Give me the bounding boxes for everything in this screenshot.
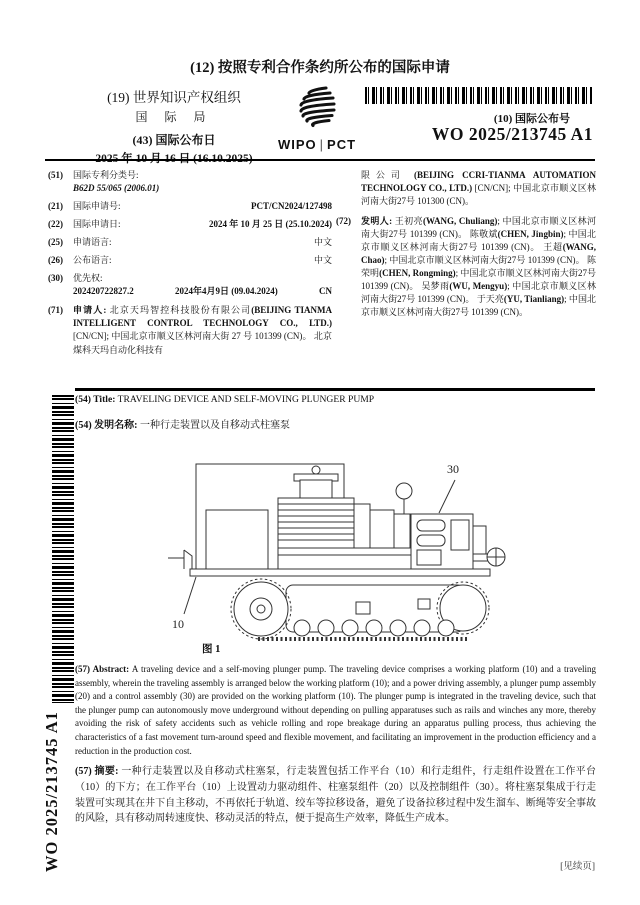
figure-1 xyxy=(166,458,520,660)
abstract-en-label: (57) Abstract: xyxy=(75,664,130,674)
priority-data-line xyxy=(48,285,332,298)
title-english-line xyxy=(75,394,595,405)
wordmark-divider: | xyxy=(319,137,325,152)
header-divider-rule xyxy=(45,159,595,161)
field-ipc-number: (51) xyxy=(48,170,63,180)
field-applicant xyxy=(48,304,332,356)
field-inventors xyxy=(336,215,596,319)
field-publication-language xyxy=(48,254,332,267)
publication-date-label: (43) 国际公布日 xyxy=(132,133,216,147)
field-appno-value: PCT/CN2024/127498 xyxy=(251,201,332,212)
title-zh-label: (54) 发明名称: xyxy=(75,420,138,431)
international-bureau: 国 际 局 xyxy=(135,110,213,124)
field-application-number xyxy=(48,200,332,213)
publication-number-value: WO 2025/213745 A1 xyxy=(431,124,593,144)
wipo-globe-icon xyxy=(288,84,346,130)
figure-label-30: 30 xyxy=(447,462,459,476)
field-publang-number: (26) xyxy=(48,255,63,266)
title-zh-text: 一种行走装置以及自移动式柱塞泵 xyxy=(140,420,290,431)
priority-country: CN xyxy=(319,286,332,297)
inventors-text: 发明人: 王初亮(WANG, Chuliang); 中国北京市顺义区林河南大街27号 101399 (CN)。 陈敬斌(CHEN, Jingbin); 中国北京市顺义区林河南大街27号 101399 (CN)。 王超(WANG, Chao); 中国北京市顺义区林河南大街27号 101399 (CN)。 陈荣明(CHEN, Rongming); 中国北京市顺义区林河南大街27号 101399 (CN)。 吴梦雨(WU, Mengyu); 中国北京市顺义区林河南大街27号 101399 (CN)。 于天亮(YU, Tianliang); 中国北京市顺义区林河南大街27号 101399 (CN)。 xyxy=(361,216,596,318)
publication-date-value xyxy=(60,150,288,166)
field-filingdate-value: 2024 年 10 月 25 日 (25.10.2024) xyxy=(209,219,332,230)
field-ipc-value: B62D 55/065 (2006.01) xyxy=(73,183,160,194)
title-en-label: (54) Title: xyxy=(75,394,116,405)
pct-word: PCT xyxy=(327,137,357,152)
leader-30 xyxy=(439,480,455,513)
inner-box xyxy=(206,510,268,569)
priority-app-number: 202420722827.2 xyxy=(73,286,134,297)
leader-10 xyxy=(184,577,196,614)
priority-date: 2024年4月9日 (09.04.2024) xyxy=(175,286,278,297)
abstract-chinese xyxy=(75,764,596,827)
field-ipc xyxy=(48,169,332,195)
working-platform xyxy=(190,569,490,576)
field-priority-label: 优先权: xyxy=(73,273,103,284)
header-left-block xyxy=(60,86,288,166)
field-ipc-label: 国际专利分类号: xyxy=(73,170,139,180)
left-vertical-barcode xyxy=(52,395,74,703)
vertical-publication-number: WO 2025/213745 A1 xyxy=(42,711,61,873)
field-inventors-number: (72) xyxy=(336,216,351,227)
field-publang-label: 公布语言: xyxy=(73,255,112,266)
pct-publication-line: (12) 按照专利合作条约所公布的国际申请 xyxy=(190,60,450,76)
field-filing-date xyxy=(48,218,332,231)
figure-caption: 图 1 xyxy=(202,644,221,655)
gauge xyxy=(396,483,412,499)
field-priority xyxy=(48,272,332,285)
field-publang-value: 中文 xyxy=(313,255,332,266)
top-barcode xyxy=(365,87,593,104)
abstract-zh-label: (57) 摘要: xyxy=(75,766,119,777)
title-chinese-line xyxy=(75,416,595,431)
publication-number-label: (10) 国际公布号 xyxy=(493,113,570,125)
biblio-left-column xyxy=(48,169,332,357)
abstract-en-text: A traveling device and a self-moving plunger pump. The traveling device comprises a working platform (10) and a traveling assembly, wherein the traveling assembly is arranged below the working platform (10); and a power driving assembly, a plunger pump assembly (20) and a control assembly (30) are provided on the working platform (10). The plunger pump is integrated in the traveling device, such that the plunger pump can autonomously move underground without depending on pulling apparatuses such as rails and winches any more, thereby avoiding the risk of safety accidents such as vehicle rolling and rope breakage during an apparatus pulling process, thus achieving the characteristics of a fast movement turn-around speed and flexible movement, and facilitating an improvement in the production efficiency and a reduction in the production cost. xyxy=(75,664,596,756)
wipo-word: WIPO xyxy=(277,137,317,152)
front-bracket xyxy=(168,550,192,569)
field-filinglang-value: 中文 xyxy=(313,237,332,248)
continuation-note: [见续页] xyxy=(560,862,595,872)
figure-1-drawing xyxy=(166,458,520,643)
field-filinglang-label: 申请语言: xyxy=(73,237,112,248)
applicant-text: 申请人: 北京天玛智控科技股份有限公司(BEIJING TIANMA INTELLIGENT CONTROL TECHNOLOGY CO., LTD.) [CN/CN]; 中国北京市顺义区林河南大街 27 号 101399 (CN)。 北京煤科天玛自动化科技有 xyxy=(73,305,332,355)
title-en-text: TRAVELING DEVICE AND SELF-MOVING PLUNGER PUMP xyxy=(117,394,375,405)
field-appno-number: (21) xyxy=(48,201,63,212)
biblio-right-column xyxy=(336,169,596,320)
pump-block xyxy=(370,510,394,550)
field-applicant-number: (71) xyxy=(48,305,63,316)
field-filingdate-label: 国际申请日: xyxy=(73,219,121,230)
field-priority-number: (30) xyxy=(48,273,63,284)
field-filinglang-number: (25) xyxy=(48,237,63,248)
field-filingdate-number: (22) xyxy=(48,219,63,230)
field-appno-label: 国际申请号: xyxy=(73,201,121,212)
abstract-english xyxy=(75,663,596,758)
wipo-org-name: (19) 世界知识产权组织 xyxy=(107,90,241,105)
applicant-continuation: 限公司 (BEIJING CCRI-TIANMA AUTOMATION TECHNOLOGY CO., LTD.) [CN/CN]; 中国北京市顺义区林河南大街27号 101300 (CN)。 xyxy=(361,170,596,207)
figure-label-10: 10 xyxy=(172,617,184,631)
thick-divider-rule xyxy=(75,388,595,391)
abstract-zh-text: 一种行走装置以及自移动式柱塞泵，行走装置包括工作平台（10）和行走组件，行走组件设置在工作平台（10）的下方；在工作平台（10）上设置动力驱动组件、柱塞泵组件（20）以及控制组件（30）。将柱塞泵集成于行走装置可实现其在井下自主移动，不再依托于轨道、绞车等拉移设备，避免了设备拉移过程中发生溜车、断绳等安全事故的风险，具有移动周转速度快、移动灵活的特点，便于提高生产效率，降低生产成本。 xyxy=(75,766,597,825)
field-filing-language xyxy=(48,236,332,249)
